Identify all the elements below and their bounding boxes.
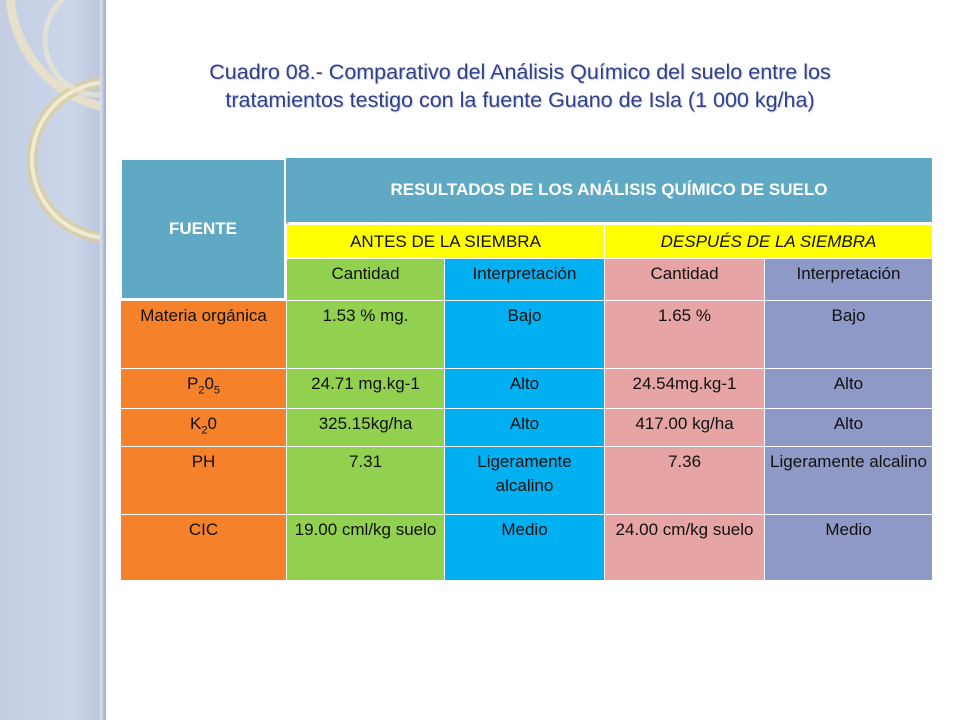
soil-analysis-table bbox=[120, 224, 933, 581]
fuente-header-label: FUENTE bbox=[169, 219, 237, 238]
cell-antes-interpretacion: Alto bbox=[445, 369, 605, 409]
spacer-cell bbox=[121, 259, 287, 301]
cell-despues-interpretacion: Ligeramente alcalino bbox=[765, 447, 933, 515]
period-despues: DESPUÉS DE LA SIEMBRA bbox=[605, 225, 933, 259]
cell-despues-interpretacion: Medio bbox=[765, 515, 933, 581]
cell-despues-cantidad: 417.00 kg/ha bbox=[605, 409, 765, 447]
formula-subscript: 2 bbox=[198, 384, 205, 397]
formula-subscript: 2 bbox=[201, 424, 208, 437]
cell-antes-interpretacion: Ligeramente alcalino bbox=[445, 447, 605, 515]
cell-despues-interpretacion: Bajo bbox=[765, 301, 933, 369]
cell-antes-interpretacion: Bajo bbox=[445, 301, 605, 369]
table-row bbox=[121, 447, 933, 515]
cell-despues-cantidad: 24.54mg.kg-1 bbox=[605, 369, 765, 409]
row-label-ph: PH bbox=[121, 447, 287, 515]
subheader-despues-interpretacion: Interpretación bbox=[765, 259, 933, 301]
cell-despues-interpretacion: Alto bbox=[765, 409, 933, 447]
title-line-2: tratamientos testigo con la fuente Guano de Isla (1 000 kg/ha) bbox=[225, 88, 815, 112]
subheader-antes-cantidad: Cantidad bbox=[287, 259, 445, 301]
subheader-despues-cantidad: Cantidad bbox=[605, 259, 765, 301]
cell-despues-cantidad: 7.36 bbox=[605, 447, 765, 515]
formula-base: P bbox=[186, 374, 199, 393]
title-line-1: Cuadro 08.- Comparativo del Análisis Químico del suelo entre los bbox=[209, 60, 831, 84]
table-row bbox=[121, 409, 933, 447]
cell-antes-cantidad: 1.53 % mg. bbox=[287, 301, 445, 369]
table-row bbox=[121, 301, 933, 369]
period-header-row bbox=[121, 225, 933, 259]
results-header-label: RESULTADOS DE LOS ANÁLISIS QUÍMICO DE SUELO bbox=[390, 180, 828, 199]
row-label-p2o5 bbox=[121, 369, 287, 409]
table-row bbox=[121, 369, 933, 409]
cell-despues-interpretacion: Alto bbox=[765, 369, 933, 409]
decorative-rings-graphic bbox=[0, 0, 106, 720]
cell-despues-cantidad: 24.00 cm/kg suelo bbox=[605, 515, 765, 581]
formula-middle: 0 bbox=[207, 414, 217, 433]
row-label-cic: CIC bbox=[121, 515, 287, 581]
results-header bbox=[286, 158, 932, 222]
table-row bbox=[121, 515, 933, 581]
spacer-cell bbox=[121, 225, 287, 259]
cell-antes-cantidad: 325.15kg/ha bbox=[287, 409, 445, 447]
cell-antes-interpretacion: Alto bbox=[445, 409, 605, 447]
decorative-sidebar bbox=[0, 0, 106, 720]
formula-subscript: 5 bbox=[213, 384, 221, 397]
subheader-row bbox=[121, 259, 933, 301]
row-label-k2o bbox=[121, 409, 287, 447]
cell-antes-cantidad: 7.31 bbox=[287, 447, 445, 515]
cell-antes-cantidad: 19.00 cml/kg suelo bbox=[287, 515, 445, 581]
subheader-antes-interpretacion: Interpretación bbox=[445, 259, 605, 301]
sidebar-edge bbox=[100, 0, 106, 720]
formula-middle: 0 bbox=[204, 374, 214, 393]
row-label-materia-organica: Materia orgánica bbox=[121, 301, 287, 369]
cell-despues-cantidad: 1.65 % bbox=[605, 301, 765, 369]
cell-antes-cantidad: 24.71 mg.kg-1 bbox=[287, 369, 445, 409]
period-antes: ANTES DE LA SIEMBRA bbox=[287, 225, 605, 259]
formula-base: K bbox=[190, 414, 202, 433]
slide-title bbox=[150, 58, 890, 114]
cell-antes-interpretacion: Medio bbox=[445, 515, 605, 581]
